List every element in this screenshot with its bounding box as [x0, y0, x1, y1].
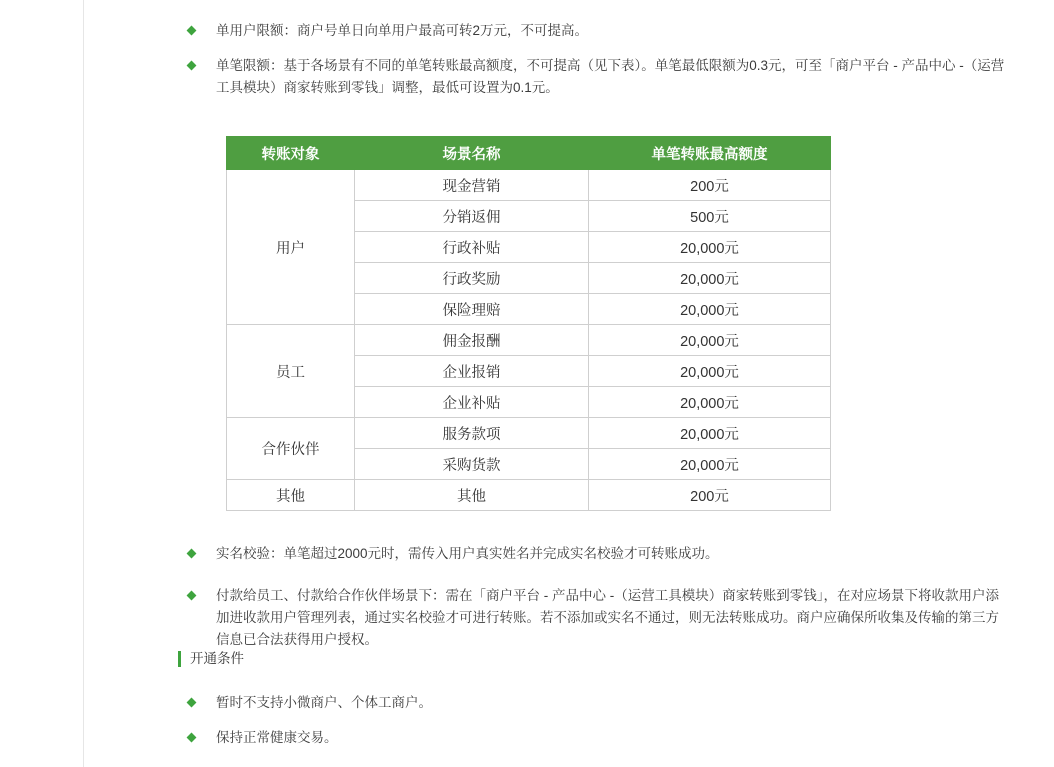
left-rail	[0, 0, 84, 767]
list-item	[188, 543, 1048, 565]
table-cell-max: 500元	[589, 201, 831, 232]
list-item-text: 付款给员工、付款给合作伙伴场景下：需在「商户平台 - 产品中心 -（运营工具模块）商家转账到零钱」，在对应场景下将收款用户添加进收款用户管理列表，通过实名校验才可进行转账。若不添加或实名不通过，则无法转账成功。商户应确保所收集及传输的第三方信息已合法获得用户授权。	[216, 588, 999, 647]
transfer-limit-table	[226, 136, 831, 511]
table-row	[227, 418, 831, 449]
list-item	[188, 727, 1048, 749]
table-header-cell: 场景名称	[355, 137, 589, 170]
table-cell-max: 20,000元	[589, 232, 831, 263]
document-content	[84, 0, 1054, 767]
table-cell-scene: 采购货款	[355, 449, 589, 480]
table-cell-max: 200元	[589, 170, 831, 201]
list-item	[188, 692, 1048, 714]
table-cell-max: 20,000元	[589, 325, 831, 356]
table-cell-scene: 行政奖励	[355, 263, 589, 294]
table-cell-object: 合作伙伴	[227, 418, 355, 480]
list-item	[188, 585, 1048, 651]
table-cell-scene: 企业报销	[355, 356, 589, 387]
list-item-text: 单笔限额：基于各场景有不同的单笔转账最高额度，不可提高（见下表）。单笔最低限额为0.3元，可至「商户平台 - 产品中心 -（运营工具模块）商家转账到零钱」调整，最低可设置为0.1元。	[216, 58, 1005, 95]
table-header-cell: 单笔转账最高额度	[589, 137, 831, 170]
list-item-text: 暂时不支持小微商户、个体工商户。	[216, 695, 432, 710]
table-cell-object: 员工	[227, 325, 355, 418]
table-row	[227, 325, 831, 356]
table-cell-object: 用户	[227, 170, 355, 325]
table-cell-max: 200元	[589, 480, 831, 511]
section-heading: 开通条件	[178, 650, 244, 668]
table-cell-max: 20,000元	[589, 356, 831, 387]
table-header-row	[227, 137, 831, 170]
table-cell-scene: 现金营销	[355, 170, 589, 201]
list-item-text: 单用户限额：商户号单日向单用户最高可转2万元，不可提高。	[216, 23, 589, 38]
list-item-text: 保持正常健康交易。	[216, 730, 338, 745]
table-cell-scene: 其他	[355, 480, 589, 511]
table-cell-object: 其他	[227, 480, 355, 511]
table-cell-scene: 行政补贴	[355, 232, 589, 263]
table-cell-max: 20,000元	[589, 418, 831, 449]
table-row	[227, 170, 831, 201]
list-item-text: 实名校验：单笔超过2000元时，需传入用户真实姓名并完成实名校验才可转账成功。	[216, 546, 719, 561]
table-cell-scene: 保险理赔	[355, 294, 589, 325]
table-cell-max: 20,000元	[589, 263, 831, 294]
table-cell-max: 20,000元	[589, 387, 831, 418]
table-cell-max: 20,000元	[589, 449, 831, 480]
table-cell-max: 20,000元	[589, 294, 831, 325]
table-cell-scene: 服务款项	[355, 418, 589, 449]
table-cell-scene: 佣金报酬	[355, 325, 589, 356]
list-item	[188, 55, 1048, 99]
table-cell-scene: 企业补贴	[355, 387, 589, 418]
list-item	[188, 20, 1048, 42]
table-header-cell: 转账对象	[227, 137, 355, 170]
table-row	[227, 480, 831, 511]
table-cell-scene: 分销返佣	[355, 201, 589, 232]
